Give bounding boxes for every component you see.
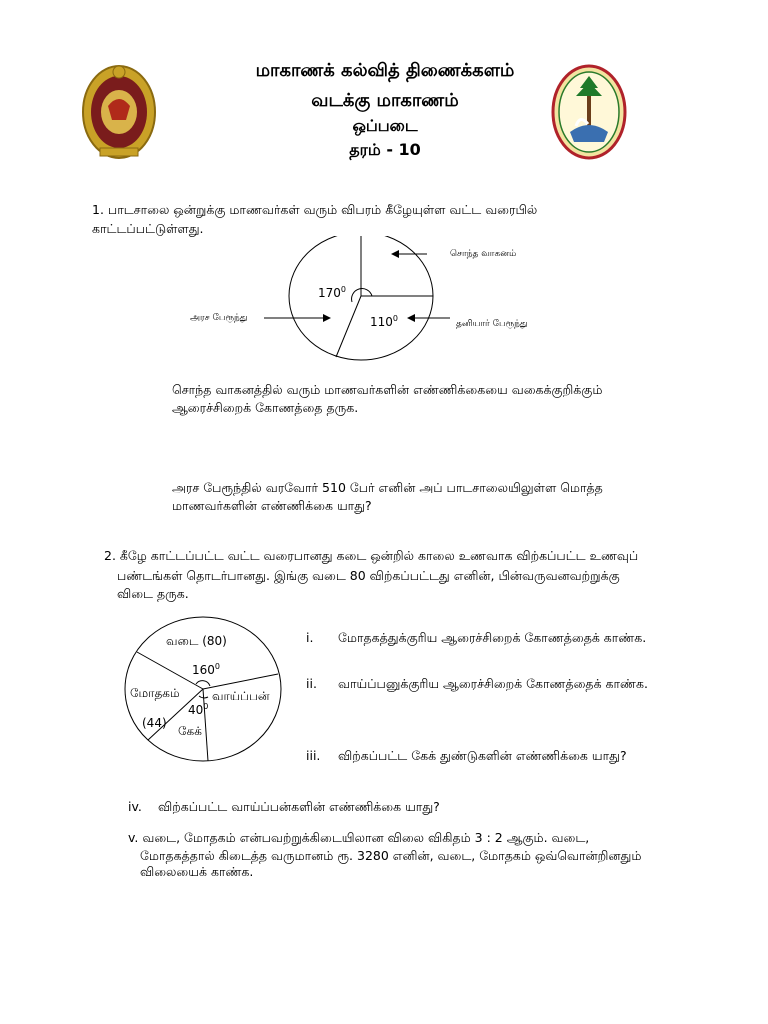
q1-angle-private: $110^0$ [370,314,398,329]
q2-question-ii: ii. வாய்ப்பனுக்குரிய ஆரைச்சிறைக் கோணத்தைக் காண்க. [306,676,648,691]
q2-intro-line3: விடை தருக. [117,586,189,601]
q1-intro-line1: 1. பாடசாலை ஒன்றுக்கு மாணவர்கள் வரும் விபரம் கீழேயுள்ள வட்ட வரைபில் [92,202,538,217]
q1-part-b-line1: அரச பேரூந்தில் வரவோர் 510 பேர் எனின் அப் பாடசாலையிலுள்ள மொத்த [172,480,603,495]
q2-intro-line1: 2. கீழே காட்டப்பட்ட வட்ட வரைபானது கடை ஒன்றில் காலை உணவாக விற்கப்பட்ட உணவுப் [104,548,639,563]
q1-label-govt-bus: அரச பேரூந்து [190,313,248,323]
q1-part-b-line2: மாணவர்களின் எண்ணிக்கை யாது? [172,498,372,513]
q2-sector-line-bottom [203,689,208,761]
q1-part-a-line2: ஆரைச்சிறைக் கோணத்தை தருக. [172,400,359,415]
q1-label-private-bus: தனியார் பேரூந்து [456,319,528,329]
header-title-province: வடக்கு மாகாணம் [311,90,459,111]
header-title-grade: தரம் - 10 [349,140,421,159]
q2-question-v-line3: விலையைக் காண்க. [140,864,254,879]
q2-intro-line2: பண்டங்கள் தொடர்பானது. இங்கு வடை 80 விற்கப்பட்டது எனின், பின்வருவனவற்றுக்கு [117,568,620,583]
q2-question-v-line1: v. வடை, மோதகம் என்பவற்றுக்கிடையிலான விலை விகிதம் 3 : 2 ஆகும். வடை, [128,830,590,845]
q1-sector-line-bottom [336,296,361,357]
header-title-department: மாகாணக் கல்வித் திணைக்களம் [255,60,515,81]
q2-question-v-line2: மோதகத்தால் கிடைத்த வருமானம் ரூ. 3280 எனின், வடை, மோதகம் ஒவ்வொன்றினதும் [140,848,642,863]
q2-angle-cake: $40^0$ [188,702,209,717]
q2-question-iv: iv. விற்கப்பட்ட வாய்ப்பன்களின் எண்ணிக்கை யாது? [128,799,440,814]
q2-label-modhagam: மோதகம் [130,686,180,700]
q2-question-iii: iii. விற்கப்பட்ட கேக் துண்டுகளின் எண்ணிக்கை யாது? [306,748,627,763]
sri-lanka-emblem-logo [80,62,158,162]
q2-angle-vadai: $160^0$ [192,662,220,677]
northern-province-logo [550,62,628,162]
q1-part-a-line1: சொந்த வாகனத்தில் வரும் மாணவர்களின் எண்ணிக்கையை வகைக்குறிக்கும் [172,382,603,397]
q2-question-i: i. மோதகத்துக்குரிய ஆரைச்சிறைக் கோணத்தைக் காண்க. [306,630,647,645]
q2-label-vadai: வடை (80) [166,634,227,648]
q1-intro-line2: காட்டப்பட்டுள்ளது. [92,221,204,236]
q1-label-own-vehicle: சொந்த வாகனம் [450,249,517,259]
header-title-assignment: ஒப்படை [352,116,418,135]
q2-label-vaippan: வாய்ப்பன் [212,689,270,703]
q2-label-cake: கேக் [178,724,202,738]
q1-angle-govt: $170^0$ [318,285,346,300]
q2-value-modhagam: (44) [142,716,167,730]
